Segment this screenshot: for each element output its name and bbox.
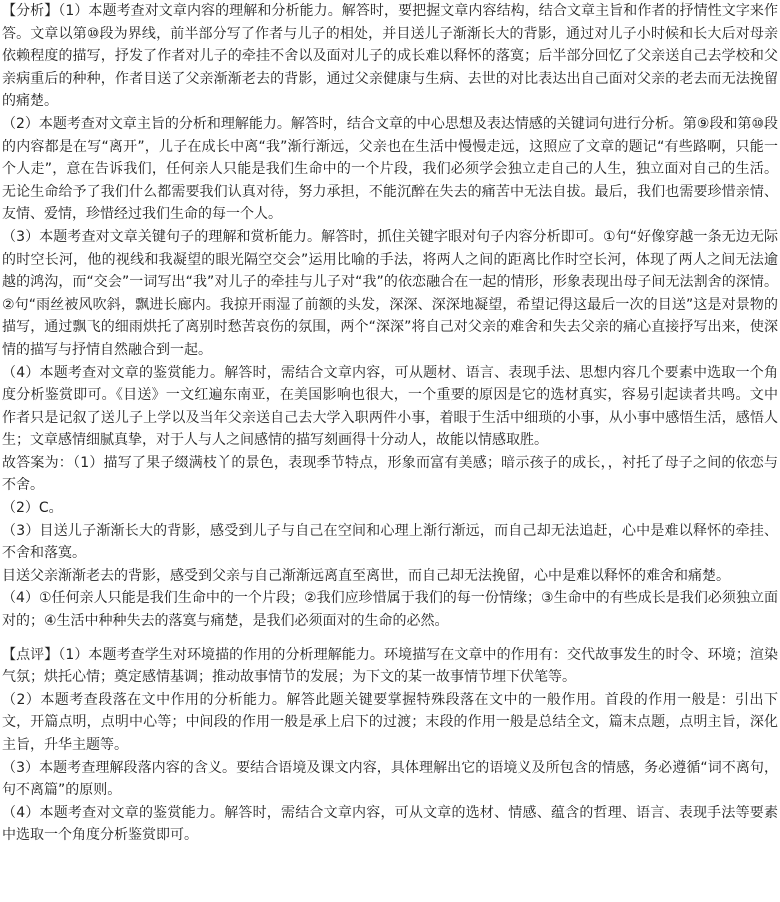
analysis-paragraph-3: （3）本题考查对文章关键句子的理解和赏析能力。解答时，抓住关键字眼对句子内容分析即可。①句“好像穿越一条无边无际的时空长河，他的视线和我凝望的眼光隔空交会”运用比喻的手法，将两人之间的距离比作时空长河，体现了两人之间无法逾越的鸿沟，而“交会”一词写出“我”对儿子的牵挂与儿子对“我”的依恋融合在一起的情形，形象表现出母子间无法割舍的深情。②句“雨丝被风吹斜，飘进长廊内。我掠开雨湿了前额的头发，深深、深深地凝望，希望记得这最后一次的目送”这是对景物的描写，通过飘飞的细雨烘托了离别时愁苦哀伤的氛围，两个“深深”将自己对父亲的难舍和失去父亲的痛心直接抒写出来，使深情的描写与抒情自然融合到一起。 (2, 228, 778, 358)
answer-3-continued: 目送父亲渐渐老去的背影，感受到父亲与自己渐渐远离直至离世，而自己却无法挽留，心中是难以释怀的难舍和痛楚。 (2, 567, 730, 584)
analysis-paragraph-4: （4）本题考查对文章的鉴赏能力。解答时，需结合文章内容，可从题材、语言、表现手法、思想内容几个要素中选取一个角度分析鉴赏即可。《目送》一文红遍东南亚，在美国影响也很大，一个重要的原因是它的选材真实，容易引起读者共鸣。文中作者只是记叙了送儿子上学以及当年父亲送自己去大学入职两件小事，着眼于生活中细琐的小事，从小事中感悟生活，感悟人生；文章感情细腻真挚，对于人与人之间感情的描写刻画得十分动人，故能以情感取胜。 (2, 364, 778, 449)
answer-2: （2）C。 (2, 500, 63, 517)
comment-paragraph-1: 【点评】（1）本题考查学生对环境描的作用的分析理解能力。环境描写在文章中的作用有：交代故事发生的时令、环境；渲染气氛；烘托心情；奠定感情基调；推动故事情节的发展；为下文的某一故事情节埋下伏笔等。 (2, 646, 778, 686)
answer-3: （3）目送儿子渐渐长大的背影，感受到儿子与自己在空间和心理上渐行渐远，而自己却无法追赶，心中是难以释怀的牵挂、不舍和落寞。 (2, 522, 778, 562)
comment-paragraph-3: （3）本题考查理解段落内容的含义。要结合语境及课文内容，具体理解出它的语境义及所包含的情感，务必遵循“词不离句，句不离篇”的原则。 (2, 759, 778, 799)
comment-paragraph-4: （4）本题考查对文章的鉴赏能力。解答时，需结合文章内容，可从文章的选材、情感、蕴含的哲理、语言、表现手法等要素中选取一个角度分析鉴赏即可。 (2, 804, 778, 844)
analysis-section (2, 0, 778, 452)
comment-section (2, 644, 778, 847)
comment-paragraph-2: （2）本题考查段落在文中作用的分析能力。解答此题关键要掌握特殊段落在文中的一般作用。首段的作用一般是：引出下文，开篇点明，点明中心等；中间段的作用一般是承上启下的过渡；末段的作用一般是总结全文，篇末点题，点明主旨，深化主旨，升华主题等。 (2, 691, 778, 753)
section-gap (2, 633, 778, 644)
analysis-paragraph-1: 【分析】（1）本题考查对文章内容的理解和分析能力。解答时，要把握文章内容结构，结合文章主旨和作者的抒情性文字来作答。文章以第⑩段为界线，前半部分写了作者与儿子的相处，并目送儿子渐渐长大的背影，通过对儿子小时候和长大后对母亲依赖程度的描写，抒发了作者对儿子的牵挂不舍以及面对儿子的成长难以释怀的落寞；后半部分回忆了父亲送自己去学校和父亲病重后的种种，作者目送了父亲渐渐老去的背影，通过父亲健康与生病、去世的对比表达出自己面对父亲的老去而无法挽留的痛楚。 (2, 3, 778, 110)
answer-1: 故答案为：（1）描写了果子缀满枝丫的景色，表现季节特点，形象而富有美感；暗示孩子的成长，，衬托了母子之间的依恋与不舍。 (2, 454, 778, 494)
analysis-paragraph-2: （2）本题考查对文章主旨的分析和理解能力。解答时，结合文章的中心思想及表达情感的关键词句进行分析。第⑨段和第⑩段的内容都是在写“离开”，儿子在成长中离“我”渐行渐远，父亲也在生活中慢慢走远，这照应了文章的题记“有些路啊，只能一个人走”，意在告诉我们，任何亲人只能是我们生命中的一个片段，我们必须学会独立走自己的人生，独立面对自己的生活。无论生命给予了我们什么都需要我们认真对待，努力承担，不能沉醉在失去的痛苦中无法自拔。最后，我们也需要珍惜亲情、友情、爱情，珍惜经过我们生命的每一个人。 (2, 115, 779, 223)
answer-4: （4）①任何亲人只能是我们生命中的一个片段；②我们应珍惜属于我们的每一份情缘；③生命中的有些成长是我们必须独立面对的；④生活中种种失去的落寞与痛楚，是我们必须面对的生命的必然。 (2, 590, 778, 630)
answer-section (2, 452, 778, 633)
